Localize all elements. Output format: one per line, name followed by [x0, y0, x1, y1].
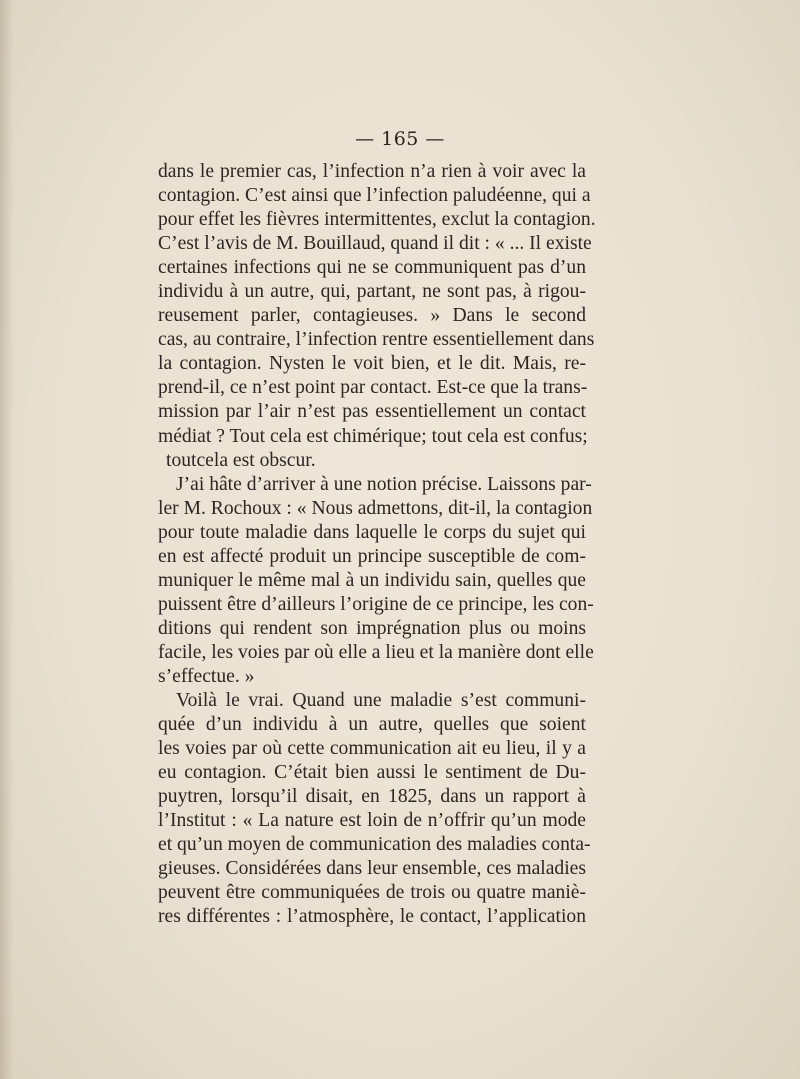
- text-line: s’effectue. »: [158, 665, 255, 687]
- text-line: puissent être d’ailleurs l’origine de ce principe, les con-: [158, 593, 594, 615]
- page-number: — 165 —: [355, 128, 445, 150]
- text-line: reusement parler, contagieuses. » Dans le second: [158, 305, 586, 327]
- text-line: et qu’un moyen de communication des maladies conta-: [158, 834, 591, 856]
- text-line: cas, au contraire, l’infection rentre essentiellement dans: [158, 329, 595, 351]
- text-line: peuvent être communiquées de trois ou quatre maniè-: [158, 882, 586, 904]
- text-line: muniquer le même mal à un individu sain, quelles que: [158, 569, 586, 591]
- text-line: gieuses. Considérées dans leur ensemble, ces maladies: [158, 858, 586, 880]
- text-line: contagion. C’est ainsi que l’infection paludéenne, qui a: [158, 185, 591, 207]
- text-line: ditions qui rendent son imprégnation plus ou moins: [158, 617, 586, 639]
- text-line: toutcela est obscur.: [166, 449, 316, 471]
- text-line: facile, les voies par où elle a lieu et la manière dont elle: [158, 641, 594, 663]
- text-line: mission par l’air n’est pas essentiellement un contact: [158, 401, 586, 423]
- paragraph-start-line: Voilà le vrai. Quand une maladie s’est communi-: [176, 690, 586, 712]
- body-text: [158, 160, 596, 930]
- text-line: C’est l’avis de M. Bouillaud, quand il dit : « ... Il existe: [158, 233, 592, 255]
- paragraph-start-line: J’ai hâte d’arriver à une notion précise. Laissons par-: [176, 473, 592, 495]
- text-line: individu à un autre, qui, partant, ne sont pas, à rigou-: [158, 281, 586, 303]
- text-line: res différentes : l’atmosphère, le contact, l’application: [158, 906, 586, 928]
- text-line: pour toute maladie dans laquelle le corps du sujet qui: [158, 521, 586, 543]
- text-line: médiat ? Tout cela est chimérique; tout cela est confus;: [158, 425, 588, 447]
- text-line: les voies par où cette communication ait eu lieu, il y a: [158, 738, 586, 760]
- text-line: dans le premier cas, l’infection n’a rien à voir avec la: [158, 161, 586, 182]
- text-line: ler M. Rochoux : « Nous admettons, dit-il, la contagion: [158, 497, 593, 519]
- text-line: quée d’un individu à un autre, quelles que soient: [158, 714, 586, 736]
- text-line: certaines infections qui ne se communiquent pas d’un: [158, 257, 586, 279]
- text-line: prend-il, ce n’est point par contact. Est-ce que la trans-: [158, 377, 588, 399]
- text-line: la contagion. Nysten le voit bien, et le dit. Mais, re-: [158, 353, 586, 375]
- text-line: en est affecté produit un principe susceptible de com-: [158, 545, 586, 567]
- text-line: pour effet les fièvres intermittentes, exclut la contagion.: [158, 209, 596, 231]
- text-line: puytren, lorsqu’il disait, en 1825, dans un rapport à: [158, 786, 586, 808]
- text-line: eu contagion. C’était bien aussi le sentiment de Du-: [158, 762, 586, 784]
- text-line: l’Institut : « La nature est loin de n’offrir qu’un mode: [158, 810, 586, 832]
